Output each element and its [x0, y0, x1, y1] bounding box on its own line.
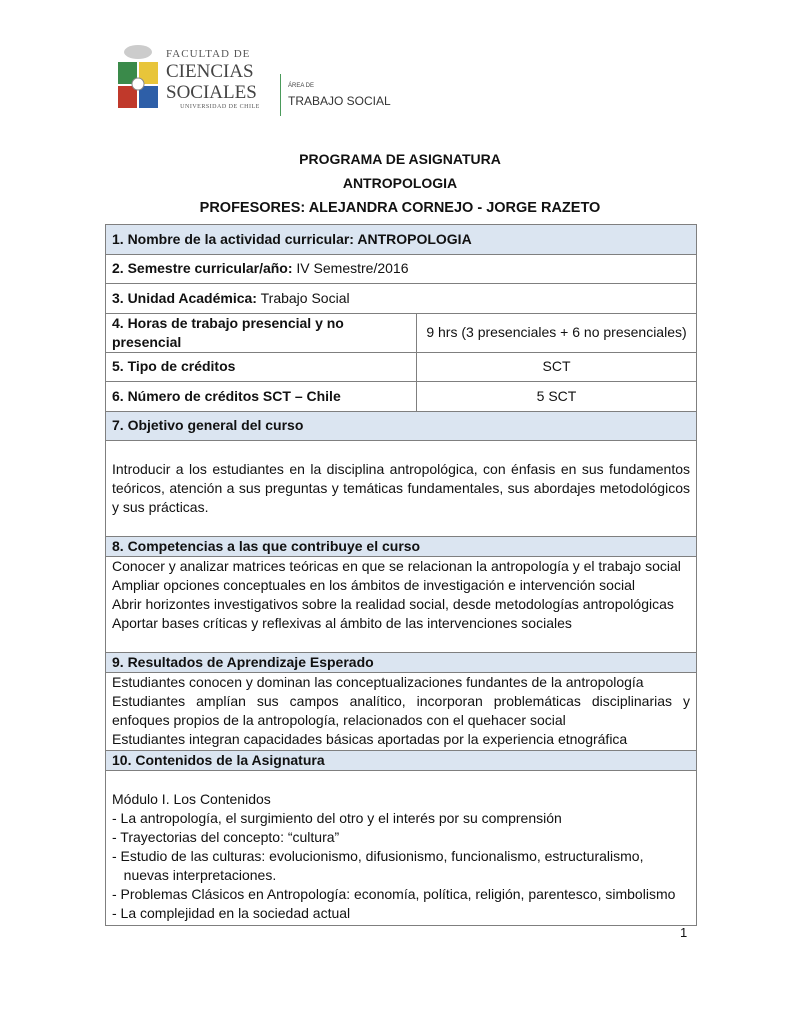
competency-item: Ampliar opciones conceptuales en los ámbitos de investigación e intervención social [112, 577, 635, 593]
content-item: - La antropología, el surgimiento del otro y el interés por su comprensión [112, 810, 562, 826]
credits-label: 6. Número de créditos SCT – Chile [106, 382, 417, 412]
logo-text-4: UNIVERSIDAD DE CHILE [180, 104, 260, 110]
hours-value: 9 hrs (3 presenciales + 6 no presenciales) [417, 313, 697, 352]
result-item: Estudiantes amplían sus campos analítico, incorporan problemáticas disciplinarias y enfoques propios de la antropología, relacionados con el quehacer social [112, 693, 690, 728]
content-item: - Trayectorias del concepto: “cultura” [112, 829, 340, 845]
subject-title: ANTROPOLOGIA [342, 175, 458, 191]
document-title: PROGRAMA DE ASIGNATURA [299, 151, 501, 167]
faculty-name [166, 48, 274, 111]
content-item: nuevas interpretaciones. [112, 867, 277, 883]
competencies-header: 8. Competencias a las que contribuye el curso [106, 537, 697, 557]
content-item: - La complejidad en la sociedad actual [112, 905, 351, 921]
area-label: ÁREA DE [288, 83, 315, 89]
course-table [105, 224, 697, 926]
results-body [106, 673, 697, 751]
unit-value: Trabajo Social [256, 289, 350, 306]
logo-text-1: FACULTAD DE [166, 48, 251, 60]
semester-row [106, 254, 697, 284]
university-crest-icon [116, 44, 160, 112]
page-number: 1 [680, 925, 688, 940]
credit-type-label: 5. Tipo de créditos [106, 352, 417, 382]
unit-label: 3. Unidad Académica: [112, 289, 257, 306]
professors-title: PROFESORES: ALEJANDRA CORNEJO - JORGE RAZETO [199, 200, 601, 216]
hours-label: 4. Horas de trabajo presencial y no presencial [106, 313, 417, 352]
competency-item: Abrir horizontes investigativos sobre la realidad social, desde metodologías antropológicas [112, 596, 674, 612]
competency-item: Conocer y analizar matrices teóricas en que se relacionan la antropología y el trabajo social [112, 558, 681, 574]
competencies-body [106, 557, 697, 653]
contents-body [106, 771, 697, 926]
result-item: Estudiantes conocen y dominan las conceptualizaciones fundantes de la antropología [112, 674, 644, 690]
results-header: 9. Resultados de Aprendizaje Esperado [106, 653, 697, 673]
unit-row [106, 284, 697, 314]
semester-label: 2. Semestre curricular/año: [112, 260, 293, 277]
competency-item: Aportar bases críticas y reflexivas al ámbito de las intervenciones sociales [112, 615, 572, 631]
logo-text-3: SOCIALES [166, 82, 257, 103]
area-name: TRABAJO SOCIAL [288, 94, 391, 108]
objective-body: Introducir a los estudiantes en la disciplina antropológica, con énfasis en sus fundamentos teóricos, atención a sus preguntas y temáticas fundamentales, sus abordajes metodológicos y sus prácticas. [106, 441, 697, 537]
semester-value: IV Semestre/2016 [292, 260, 409, 277]
content-item: - Problemas Clásicos en Antropología: economía, política, religión, parentesco, simbolismo [112, 886, 676, 902]
faculty-logo [108, 44, 408, 118]
credits-value: 5 SCT [417, 382, 697, 412]
objective-header: 7. Objetivo general del curso [106, 411, 697, 441]
contents-header: 10. Contenidos de la Asignatura [106, 751, 697, 771]
result-item: Estudiantes integran capacidades básicas aportadas por la experiencia etnográfica [112, 731, 628, 747]
logo-text-2: CIENCIAS [166, 61, 254, 82]
credit-type-value: SCT [417, 352, 697, 382]
content-item: - Estudio de las culturas: evolucionismo, difusionismo, funcionalismo, estructuralismo, [112, 848, 644, 864]
logo-divider [280, 74, 281, 116]
module-title: Módulo I. Los Contenidos [112, 791, 271, 807]
activity-name: 1. Nombre de la actividad curricular: ANTROPOLOGIA [106, 225, 697, 255]
